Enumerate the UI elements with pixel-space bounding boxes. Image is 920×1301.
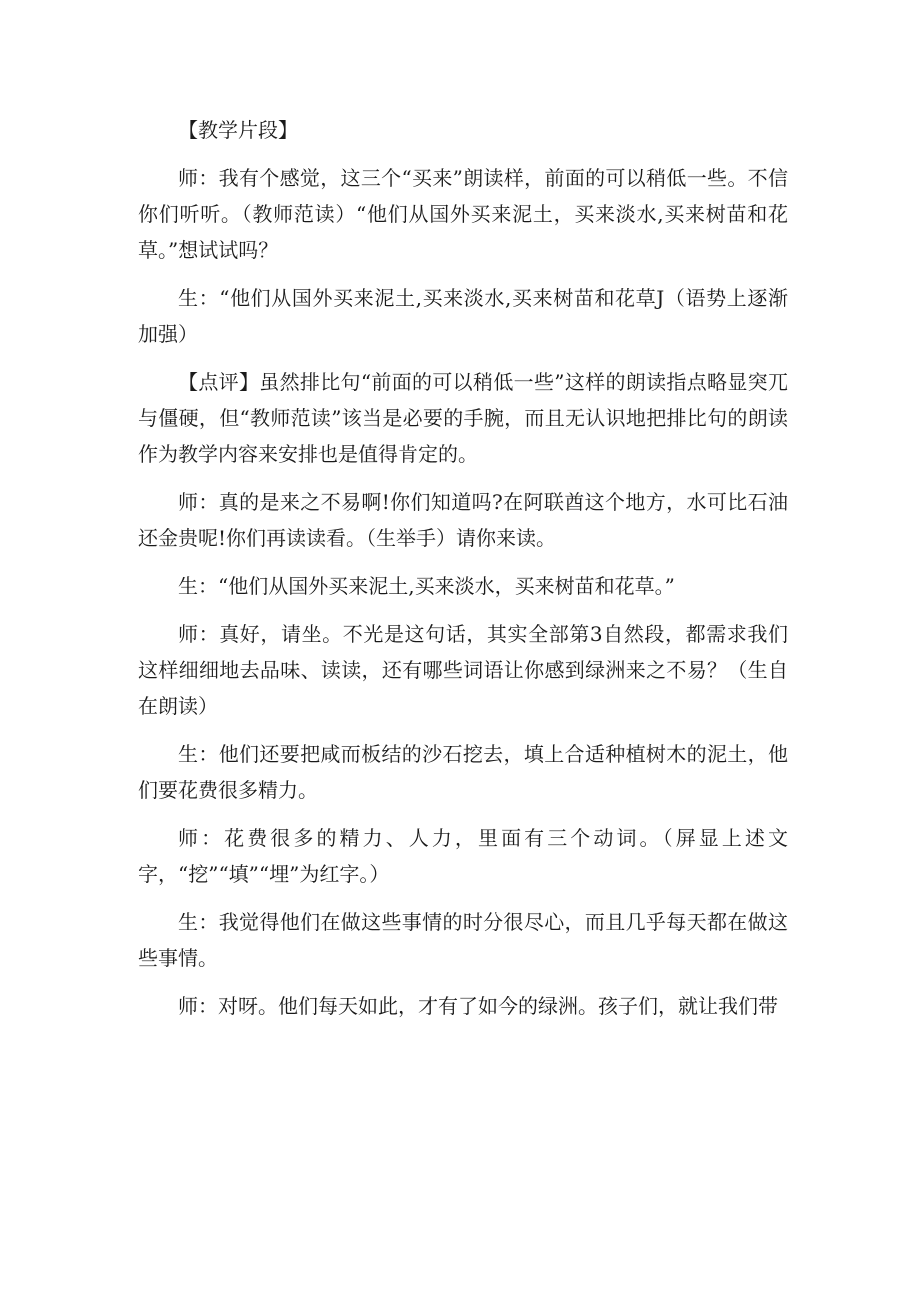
paragraph-comment: 【点评】虽然排比句“前面的可以稍低一些”这样的朗读指点略显突兀与僵硬，但“教师范读”该当是必要的手腕，而且无认识地把排比句的朗读作为教学内容来安排也是值得肯定的。: [138, 370, 788, 466]
paragraph-teacher-3: 师：真好，请坐。不光是这句话，其实全部第3自然段，都需求我们这样细细地去品味、读读，还有哪些词语让你感到绿洲来之不易？（生自在朗读）: [138, 622, 788, 718]
paragraph-student-2: 生：“他们从国外买来泥土,买来淡水，买来树苗和花草。”: [178, 574, 675, 598]
paragraph-student-3: 生：他们还要把咸而板结的沙石挖去，填上合适种植树木的泥土，他们要花费很多精力。: [138, 742, 788, 802]
document-body: [138, 112, 788, 1036]
paragraph-teacher-1: 师：我有个感觉，这三个“买来”朗读样，前面的可以稍低一些。不信你们听听。（教师范读）“他们从国外买来泥土，买来淡水,买来树苗和花草。”想试试吗？: [138, 166, 788, 262]
paragraph-student-1: 生：“他们从国外买来泥土,买来淡水,买来树苗和花草J（语势上逐渐加强）: [138, 286, 788, 346]
paragraph-student-4: 生：我觉得他们在做这些事情的时分很尽心，而且几乎每天都在做这些事情。: [138, 910, 788, 970]
paragraph-teacher-5: 师：对呀。他们每天如此，才有了如今的绿洲。孩子们，就让我们带: [178, 994, 778, 1018]
paragraph-teacher-4: 师：花费很多的精力、人力，里面有三个动词。（屏显上述文字，“挖”“填”“埋”为红字。）: [138, 826, 788, 886]
paragraph-teacher-2: 师：真的是来之不易啊!你们知道吗?在阿联酋这个地方，水可比石油还金贵呢!你们再读读看。（生举手）请你来读。: [138, 490, 788, 550]
section-heading: 【教学片段】: [178, 118, 298, 142]
